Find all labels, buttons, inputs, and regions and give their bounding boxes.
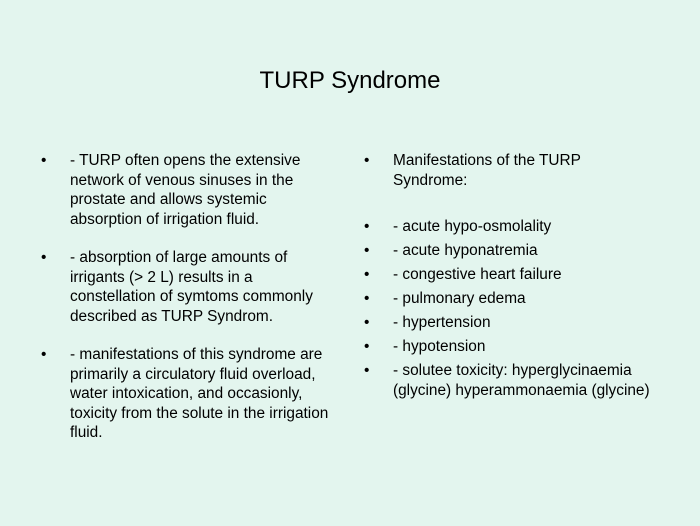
left-bullet-item — [36, 345, 336, 443]
bullet-text: - pulmonary edema — [393, 290, 526, 307]
bullet-text: - acute hypo-osmolality — [393, 218, 552, 235]
manifestation-item — [359, 337, 659, 357]
bullet-icon: • — [364, 362, 370, 379]
bullet-icon: • — [364, 338, 370, 355]
bullet-icon: • — [364, 152, 370, 169]
bullet-icon: • — [41, 152, 47, 169]
left-bullet-item — [36, 151, 336, 229]
bullet-icon: • — [364, 290, 370, 307]
left-bullet-list — [36, 151, 336, 443]
left-bullet-item — [36, 248, 336, 326]
manifestation-item — [359, 289, 659, 309]
bullet-text: - hypertension — [393, 314, 491, 331]
bullet-text: Manifestations of the TURP Syndrome: — [393, 152, 581, 189]
manifestation-item — [359, 313, 659, 333]
manifestation-item — [359, 265, 659, 285]
bullet-icon: • — [364, 242, 370, 259]
bullet-text: - acute hyponatremia — [393, 242, 538, 259]
bullet-icon: • — [364, 266, 370, 283]
bullet-text: - manifestations of this syndrome are primarily a circulatory fluid overload, water intoxication, and occasionly, toxicity from the solute in the irrigation fluid. — [70, 346, 329, 441]
bullet-text: - TURP often opens the extensive network of venous sinuses in the prostate and allows systemic absorption of irrigation fluid. — [70, 152, 301, 228]
bullet-text: - solutee toxicity: hyperglycinaemia (glycine) hyperammonaemia (glycine) — [393, 362, 650, 399]
bullet-icon: • — [41, 346, 47, 363]
manifestation-item — [359, 241, 659, 261]
right-bullet-list — [359, 151, 659, 400]
manifestations-heading — [359, 151, 659, 190]
manifestation-item — [359, 217, 659, 237]
manifestation-item — [359, 361, 659, 400]
bullet-text: - absorption of large amounts of irrigants (> 2 L) results in a constellation of symtoms commonly described as TURP Syndrom. — [70, 249, 313, 325]
bullet-icon: • — [364, 314, 370, 331]
bullet-text: - hypotension — [393, 338, 486, 355]
bullet-icon: • — [364, 218, 370, 235]
slide-title: TURP Syndrome — [259, 67, 441, 94]
bullet-icon: • — [41, 249, 47, 266]
bullet-text: - congestive heart failure — [393, 266, 562, 283]
